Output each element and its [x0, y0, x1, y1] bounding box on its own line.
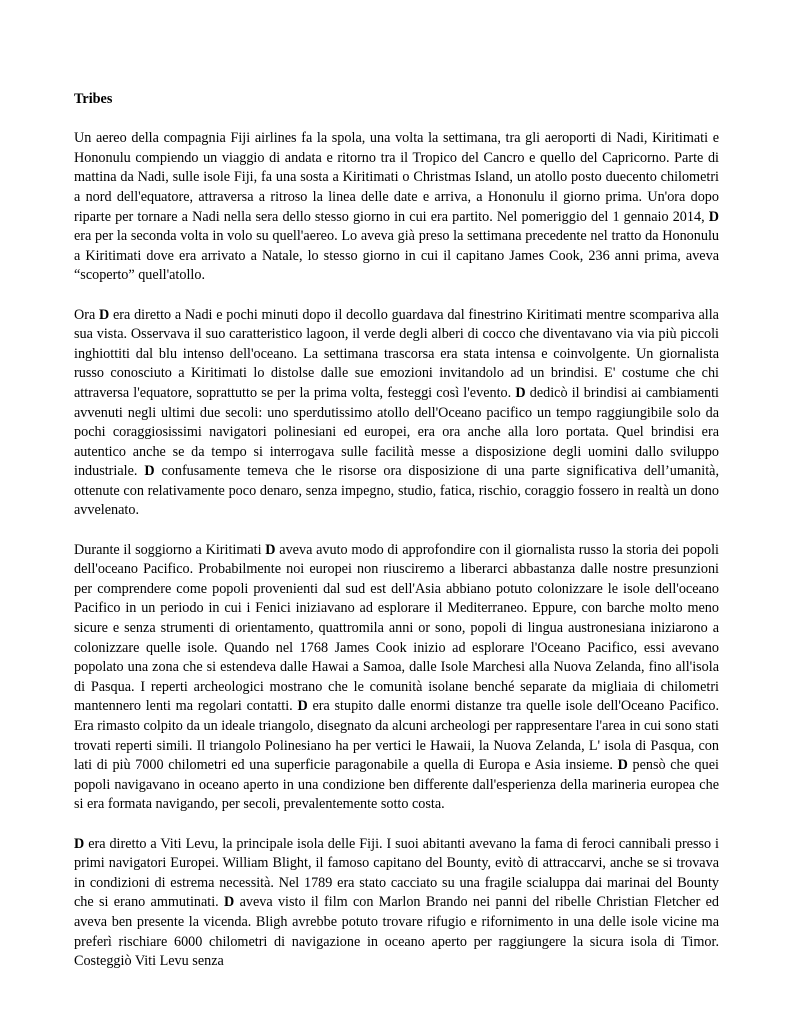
character-initial: D [617, 757, 628, 774]
paragraph-2: Ora D era diretto a Nadi e pochi minuti dopo il decollo guardava dal finestrino Kiritimati mentre scompariva alla sua vista. Osservava il suo caratteristico lagoon, il verde degli alberi di cocco che diventavano via via più piccoli inghiottiti dal blu intenso dell'oceano. La settimana trascorsa era stata intensa e coinvolgente. Un giornalista russo conosciuto a Kiritimati lo distolse dalle sue emozioni invitandolo ad un brindisi. E' costume che chi attraversa l'equatore, soprattutto se per la prima volta, festeggi così l'evento. D dedicò il brindisi ai cambiamenti avvenuti negli ultimi due secoli: uno sperdutissimo atollo dell'Oceano pacifico un tempo raggiungibile solo da pochi coraggiosissimi navigatori polinesiani ed europei, era ora anche alla loro portata. Quel brindisi era autentico anche se da tempo si interrogava sulle facilità messe a disposizione degli uomini dallo sviluppo industriale. D confusamente temeva che le risorse ora disposizione di una parte significativa dell’umanità, ottenute con relativamente poco denaro, senza impegno, studio, fatica, rischio, coraggio fossero in realtà un dono avvelenato. [74, 306, 720, 519]
character-initial: D [224, 894, 235, 911]
character-initial: D [144, 463, 155, 480]
paragraph-1: Un aereo della compagnia Fiji airlines fa la spola, una volta la settimana, tra gli aeroporti di Nadi, Kiritimati e Hononulu compiendo un viaggio di andata e ritorno tra il Tropico del Cancro e quello del Capricorno. Parte di mattina da Nadi, sulle isole Fiji, fa una sosta a Kiritimati o Christmas Island, un atollo posto duecento chilometri a nord dell'equatore, attraversa a ritroso la linea delle date e arriva, a Hononulu il giorno prima. Un'ora dopo riparte per tornare a Nadi nella sera dello stesso giorno in cui era partito. Nel pomeriggio del 1 gennaio 2014, D era per la seconda volta in volo su quell'aereo. Lo aveva già preso la settimana precedente nel tratto da Hononulu a Kiritimati dove era arrivato a Natale, lo stesso giorno in cui il capitano James Cook, 236 anni prima, aveva “scoperto” quell'atollo. [74, 130, 719, 284]
character-initial: D [708, 208, 719, 225]
document-title: Tribes [74, 91, 113, 107]
character-initial: D [99, 306, 110, 323]
character-initial: D [515, 384, 526, 401]
paragraph-4: D era diretto a Viti Levu, la principale isola delle Fiji. I suoi abitanti avevano la fama di feroci cannibali presso i primi navigatori Europei. William Blight, il famoso capitano del Bounty, evitò di attraccarvi, anche se si trovava in condizioni di estrema necessità. Nel 1789 era stato cacciato su una fragile scialuppa dai marinai del Bounty che si erano ammutinati. D aveva visto il film con Marlon Brando nei panni del ribelle Christian Fletcher ed aveva ben presente la vicenda. Bligh avrebbe potuto trovare rifugio e rifornimento in una delle isole vicine ma preferì rischiare 6000 chilometri di navigazione in oceano aperto per raggiungere la sicura isola di Timor. Costeggiò Viti Levu senza [74, 835, 720, 970]
character-initial: D [265, 541, 276, 558]
character-initial: D [74, 835, 85, 852]
document-page [74, 90, 719, 991]
character-initial: D [297, 698, 308, 715]
paragraph-3: Durante il soggiorno a Kiritimati D aveva avuto modo di approfondire con il giornalista russo la storia dei popoli dell'oceano Pacifico. Probabilmente noi europei non riusciremo a liberarci abbastanza dalle nostre presunzioni per comprendere come popoli provenienti dal sud est dell'Asia abbiano potuto colonizzare le isole dell'oceano Pacifico in un periodo in cui i Fenici iniziavano ad esplorare il Mediterraneo. Eppure, con barche molto meno sicure e senza strumenti di orientamento, quattromila anni or sono, popoli di lingua austronesiana iniziarono a colonizzare quelle isole. Quando nel 1768 James Cook inizio ad esplorare l'Oceano Pacifico, essi avevano popolato una zona che si estendeva dalle Hawai a Samoa, dalle Isole Marchesi alla Nuova Zelanda, fino all'isola di Pasqua. I reperti archeologici mostrano che le comunità isolane benché separate da migliaia di chilometri mantennero lenti ma regolari contatti. D era stupito dalle enormi distanze tra quelle isole dell'Oceano Pacifico. Era rimasto colpito da un ideale triangolo, disegnato da alcuni archeologi per rappresentare l'area in cui sono stati trovati reperti simili. Il triangolo Polinesiano ha per vertici le Hawaii, la Nuova Zelanda, L' isola di Pasqua, con lati di più 7000 chilometri ed una superficie paragonabile a quella di Europa e Asia insieme. D pensò che quei popoli navigavano in oceano aperto in una condizione ben differente dall'esperienza della marineria europea che si era formata navigando, per secoli, prevalentemente sotto costa. [74, 541, 719, 813]
